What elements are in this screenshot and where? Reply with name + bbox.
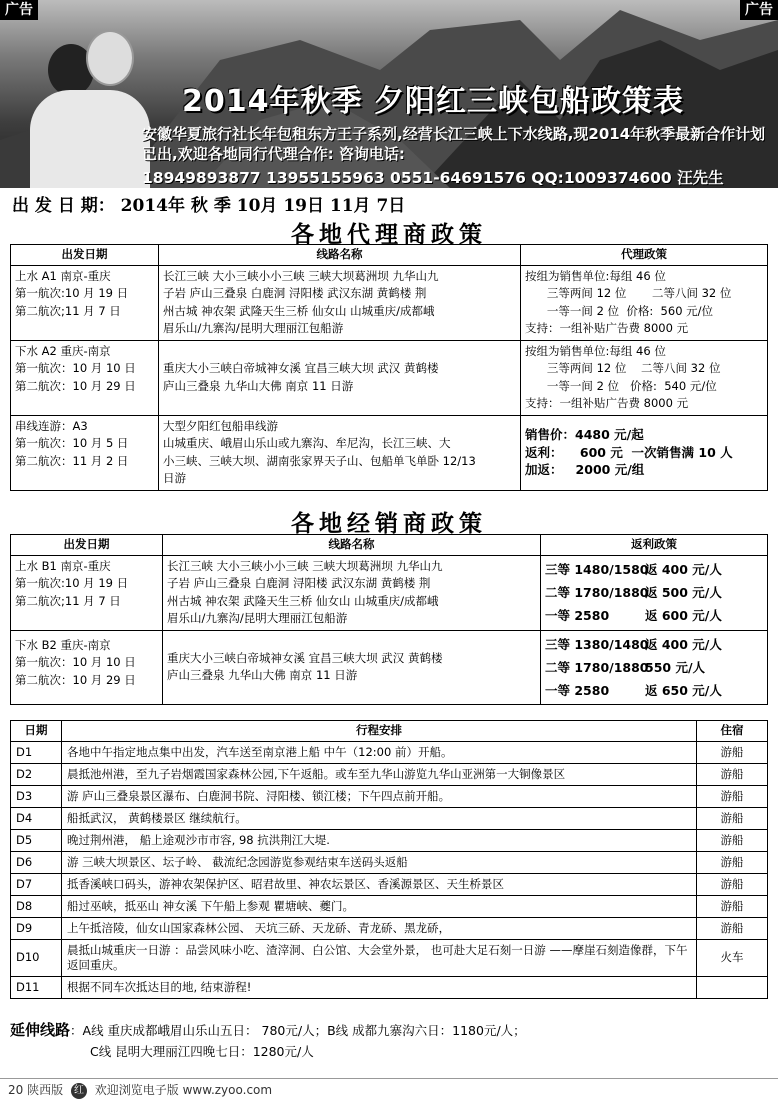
banner-description: 安徽华夏旅行社长年包租东方王子系列,经营长江三峡上下水线路,现2014年秋季最新合作计划已出,欢迎各地同行代理合作: 咨询电话: — [142, 125, 766, 163]
plan-cell: 船过巫峡，抵巫山 神女溪 下午船上参观 瞿塘峡、夔门。 — [62, 895, 697, 917]
footer-link-text[interactable]: 欢迎浏览电子版 www.zyoo.com — [94, 1083, 273, 1097]
policy-cell: 按组为销售单位:每组 46 位 三等两间 12 位 二等八间 32 位 一等一间 2 位 价格: 540 元/位 支持：一组补贴广告费 8000 元 — [521, 340, 768, 415]
itinerary-table — [10, 720, 768, 999]
date-cell: 上水 A1 南京-重庆 第一航次:10 月 19 日 第二航次;11 月 7 日 — [11, 265, 159, 340]
header-plan: 行程安排 — [62, 721, 697, 742]
banner-title: 2014年秋季 夕阳红三峡包船政策表 — [182, 84, 684, 119]
banner-contact: 18949893877 13955155963 0551-64691576 QQ:1009374600 汪先生 — [142, 169, 724, 187]
header-route: 线路名称 — [159, 245, 521, 266]
plan-cell: 抵香溪峡口码头，游神农架保护区、昭君故里、神农坛景区、香溪源景区、天生桥景区 — [62, 873, 697, 895]
site-logo-icon: 红 — [71, 1083, 87, 1099]
extension-routes — [10, 1020, 526, 1062]
day-cell: D5 — [11, 829, 62, 851]
table-header-row — [11, 245, 768, 266]
day-cell: D6 — [11, 851, 62, 873]
route-cell: 重庆大小三峡白帝城神女溪 宜昌三峡大坝 武汉 黄鹤楼 庐山三叠泉 九华山大佛 南京 11 日游 — [163, 630, 541, 704]
rebate-cell: 三等 1480/1580返 400 元/人 二等 1780/1880返 500 元/人 一等 2580 返 600 元/人 — [541, 555, 768, 630]
date-cell: 下水 B2 重庆-南京 第一航次：10 月 10 日 第二航次：10 月 29 日 — [11, 630, 163, 704]
ad-label-right: 广告 — [740, 0, 778, 20]
stay-cell: 游船 — [697, 873, 768, 895]
edition-label: 陕西版 — [27, 1083, 64, 1097]
day-cell: D7 — [11, 873, 62, 895]
footer — [0, 1078, 778, 1101]
day-cell: D8 — [11, 895, 62, 917]
plan-cell: 晨抵池州港，至九子岩烟霞国家森林公园,下午返船。或车至九华山游览九华山亚洲第一大铜像景区 — [62, 763, 697, 785]
plan-cell: 晨抵山城重庆一日游 ：品尝风味小吃、渣滓洞、白公馆、大会堂外景， 也可赴大足石刻一日游 ——摩崖石刻造像群，下午返回重庆。 — [62, 939, 697, 976]
stay-cell: 游船 — [697, 829, 768, 851]
extension-line-2: C线 昆明大理丽江四晚七日：1280元/人 — [90, 1044, 314, 1059]
stay-cell: 游船 — [697, 785, 768, 807]
table-row — [11, 340, 768, 415]
plan-cell: 游 庐山三叠泉景区瀑布、白鹿洞书院、浔阳楼、锁江楼；下午四点前开船。 — [62, 785, 697, 807]
table-row — [11, 630, 768, 704]
extension-label: 延伸线路 — [10, 1021, 71, 1039]
stay-cell: 游船 — [697, 895, 768, 917]
policy-cell: 销售价：4480 元/起 返利： 600 元 一次销售满 10 人 加返： 2000 元/组 — [521, 415, 768, 490]
header-stay: 住宿 — [697, 721, 768, 742]
table-row — [11, 895, 768, 917]
day-cell: D9 — [11, 917, 62, 939]
stay-cell: 游船 — [697, 917, 768, 939]
rebate-cell: 三等 1380/1480返 400 元/人 二等 1780/1880550 元/人 一等 2580 返 650 元/人 — [541, 630, 768, 704]
person-man-image — [86, 30, 134, 86]
plan-cell: 各地中午指定地点集中出发，汽车送至南京港上船 中午（12:00 前）开船。 — [62, 741, 697, 763]
stay-cell: 游船 — [697, 851, 768, 873]
table-row — [11, 785, 768, 807]
day-cell: D11 — [11, 976, 62, 998]
stay-cell: 游船 — [697, 741, 768, 763]
table-row — [11, 763, 768, 785]
dealer-section-title: 各地经销商政策 — [291, 510, 487, 537]
plan-cell: 上午抵涪陵，仙女山国家森林公园、 天坑三硚、天龙硚、青龙硚、黑龙硚， — [62, 917, 697, 939]
table-row — [11, 265, 768, 340]
day-cell: D10 — [11, 939, 62, 976]
header-route: 线路名称 — [163, 535, 541, 556]
table-row — [11, 741, 768, 763]
table-row — [11, 415, 768, 490]
plan-cell: 根据不同车次抵达目的地, 结束游程! — [62, 976, 697, 998]
table-row — [11, 939, 768, 976]
stay-cell: 火车 — [697, 939, 768, 976]
route-cell: 大型夕阳红包船串线游 山城重庆、峨眉山乐山或九寨沟、牟尼沟，长江三峡、大 小三峡、三峡大坝、湖南张家界天子山、包船单飞单卧 12/13 日游 — [159, 415, 521, 490]
agent-policy-table — [10, 244, 768, 491]
day-cell: D2 — [11, 763, 62, 785]
table-row — [11, 976, 768, 998]
day-cell: D1 — [11, 741, 62, 763]
table-row — [11, 807, 768, 829]
table-header-row — [11, 535, 768, 556]
agent-section-title: 各地代理商政策 — [291, 221, 487, 248]
table-row — [11, 555, 768, 630]
stay-cell: 游船 — [697, 807, 768, 829]
table-row — [11, 851, 768, 873]
extension-line-1: ：A线 重庆成都峨眉山乐山五日： 780元/人；B线 成都九寨沟六日：1180元/人； — [70, 1023, 526, 1038]
header-day: 日期 — [11, 721, 62, 742]
ad-label-left: 广告 — [0, 0, 38, 20]
person-bodies — [30, 90, 150, 188]
date-cell: 串线连游：A3 第一航次：10 月 5 日 第二航次：11 月 2 日 — [11, 415, 159, 490]
dealer-policy-table — [10, 534, 768, 705]
date-cell: 上水 B1 南京-重庆 第一航次:10 月 19 日 第二航次;11 月 7 日 — [11, 555, 163, 630]
banner — [0, 0, 778, 188]
table-header-row — [11, 721, 768, 742]
stay-cell: 游船 — [697, 763, 768, 785]
day-cell: D4 — [11, 807, 62, 829]
header-rebate: 返利政策 — [541, 535, 768, 556]
header-date: 出发日期 — [11, 245, 159, 266]
plan-cell: 游 三峡大坝景区、坛子岭、 截流纪念园游览参观结束车送码头返船 — [62, 851, 697, 873]
date-cell: 下水 A2 重庆-南京 第一航次：10 月 10 日 第二航次：10 月 29 日 — [11, 340, 159, 415]
plan-cell: 晚过荆州港， 船上途观沙市市容, 98 抗洪荆江大堤. — [62, 829, 697, 851]
day-cell: D3 — [11, 785, 62, 807]
departure-dates: 出 发 日 期： 2014年 秋 季 10月 19日 11月 7日 — [12, 196, 406, 216]
table-row — [11, 917, 768, 939]
stay-cell — [697, 976, 768, 998]
table-row — [11, 829, 768, 851]
plan-cell: 船抵武汉， 黄鹤楼景区 继续航行。 — [62, 807, 697, 829]
route-cell: 长江三峡 大小三峡小小三峡 三峡大坝葛洲坝 九华山九 子岩 庐山三叠泉 白鹿洞 浔阳楼 武汉东湖 黄鹤楼 荆 州古城 神农架 武隆天生三桥 仙女山 山城重庆/成都峨 眉乐山/九寨沟/昆明大理丽江包船游 — [163, 555, 541, 630]
header-date: 出发日期 — [11, 535, 163, 556]
route-cell: 长江三峡 大小三峡小小三峡 三峡大坝葛洲坝 九华山九 子岩 庐山三叠泉 白鹿洞 浔阳楼 武汉东湖 黄鹤楼 荆 州古城 神农架 武隆天生三桥 仙女山 山城重庆/成都峨 眉乐山/九寨沟/昆明大理丽江包船游 — [159, 265, 521, 340]
page-number: 20 — [8, 1083, 24, 1097]
header-policy: 代理政策 — [521, 245, 768, 266]
policy-cell: 按组为销售单位:每组 46 位 三等两间 12 位 二等八间 32 位 一等一间 2 位 价格: 560 元/位 支持：一组补贴广告费 8000 元 — [521, 265, 768, 340]
route-cell: 重庆大小三峡白帝城神女溪 宜昌三峡大坝 武汉 黄鹤楼 庐山三叠泉 九华山大佛 南京 11 日游 — [159, 340, 521, 415]
table-row — [11, 873, 768, 895]
